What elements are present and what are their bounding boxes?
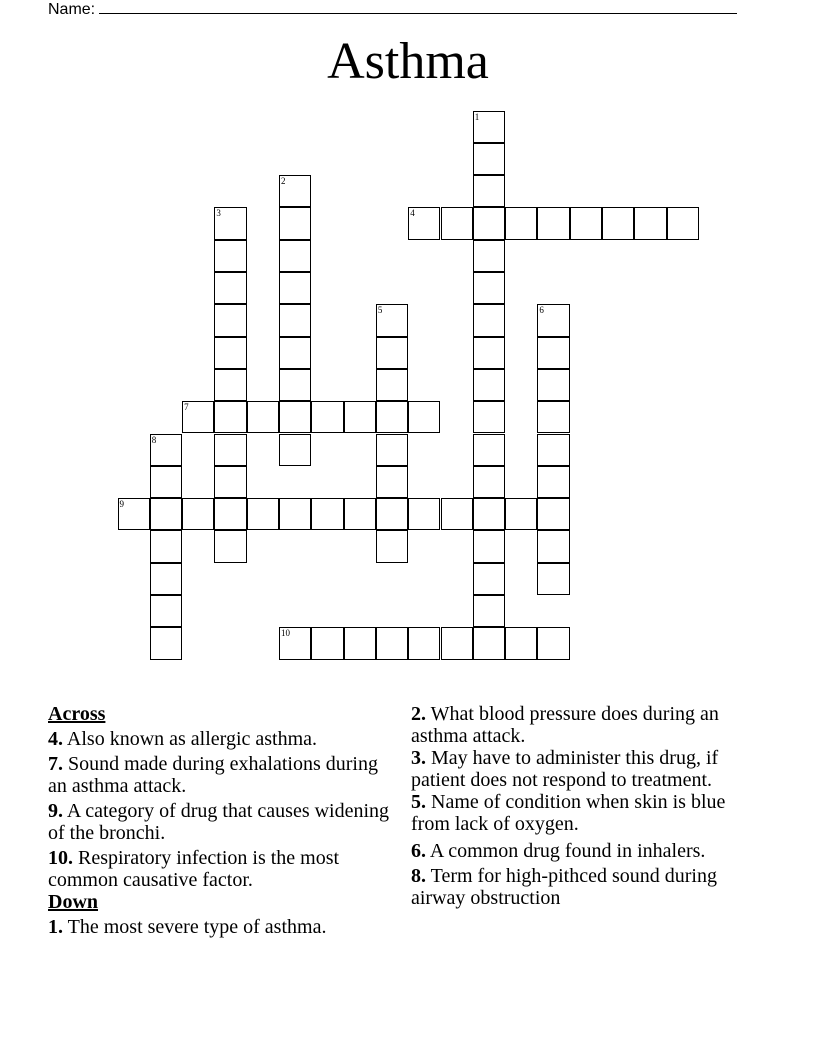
grid-cell[interactable]: [473, 240, 505, 272]
grid-cell[interactable]: [279, 304, 311, 336]
clue-text: A category of drug that causes widening of the bronchi.: [48, 800, 390, 844]
grid-cell[interactable]: [473, 175, 505, 207]
clue-number: 6.: [411, 840, 426, 862]
grid-cell[interactable]: [473, 595, 505, 627]
grid-cell[interactable]: [279, 175, 311, 207]
grid-cell[interactable]: [214, 401, 246, 433]
grid-cell[interactable]: [150, 530, 182, 562]
grid-cell[interactable]: [279, 369, 311, 401]
grid-cell[interactable]: [214, 369, 246, 401]
clue-number: 10.: [48, 847, 73, 869]
grid-cell[interactable]: [473, 530, 505, 562]
grid-cell[interactable]: [279, 207, 311, 239]
clue-text: Respiratory infection is the most common causative factor.: [48, 847, 340, 891]
grid-cell[interactable]: [150, 466, 182, 498]
grid-cell[interactable]: [150, 627, 182, 659]
grid-cell[interactable]: [214, 272, 246, 304]
grid-cell[interactable]: [344, 627, 376, 659]
grid-cell[interactable]: [473, 401, 505, 433]
grid-cell[interactable]: [537, 563, 569, 595]
grid-cell[interactable]: [473, 304, 505, 336]
grid-cell[interactable]: [537, 498, 569, 530]
clue-text: Sound made during exhalations during an asthma attack.: [48, 753, 378, 797]
clue-down-3: [411, 747, 751, 791]
grid-cell[interactable]: [150, 595, 182, 627]
clue-number-label: 9: [119, 499, 124, 510]
grid-cell[interactable]: [247, 498, 279, 530]
grid-cell[interactable]: [344, 498, 376, 530]
grid-cell[interactable]: [441, 207, 473, 239]
grid-cell[interactable]: [376, 530, 408, 562]
grid-cell[interactable]: [473, 272, 505, 304]
clue-down-5: [411, 791, 751, 835]
grid-cell[interactable]: [537, 434, 569, 466]
clue-text: Name of condition when skin is blue from lack of oxygen.: [411, 791, 726, 835]
grid-cell[interactable]: [570, 207, 602, 239]
grid-cell[interactable]: [311, 498, 343, 530]
clue-down-8: [411, 865, 751, 909]
grid-cell[interactable]: [279, 434, 311, 466]
puzzle-title: Asthma: [327, 33, 489, 90]
grid-cell[interactable]: [473, 111, 505, 143]
grid-cell[interactable]: [214, 337, 246, 369]
across-heading: Across: [48, 703, 106, 725]
grid-cell[interactable]: [408, 627, 440, 659]
grid-cell[interactable]: [279, 401, 311, 433]
clue-across-10: [48, 847, 393, 891]
grid-cell[interactable]: [376, 304, 408, 336]
grid-cell[interactable]: [376, 466, 408, 498]
clue-number: 9.: [48, 800, 63, 822]
grid-cell[interactable]: [441, 498, 473, 530]
clue-across-7: [48, 753, 393, 797]
clue-down-6: [411, 840, 751, 862]
grid-cell[interactable]: [279, 337, 311, 369]
grid-cell[interactable]: [537, 337, 569, 369]
grid-cell[interactable]: [376, 337, 408, 369]
clue-number: 8.: [411, 865, 426, 887]
clue-number-label: 8: [151, 434, 157, 445]
grid-cell[interactable]: [505, 627, 537, 659]
grid-cell[interactable]: [214, 498, 246, 530]
grid-cell[interactable]: [376, 434, 408, 466]
grid-cell[interactable]: [118, 498, 150, 530]
clue-number-label: 7: [184, 402, 189, 413]
grid-cell[interactable]: [150, 498, 182, 530]
grid-cell[interactable]: [279, 272, 311, 304]
clue-text: A common drug found in inhalers.: [429, 840, 706, 862]
grid-cell[interactable]: [537, 627, 569, 659]
clue-number: 2.: [411, 703, 426, 725]
grid-cell[interactable]: [537, 401, 569, 433]
grid-cell[interactable]: [473, 498, 505, 530]
clue-text: What blood pressure does during an asthma attack.: [411, 703, 719, 747]
down-heading: Down: [48, 891, 99, 913]
grid-cell[interactable]: [279, 498, 311, 530]
grid-cell[interactable]: [473, 369, 505, 401]
grid-cell[interactable]: [214, 466, 246, 498]
clue-down-1: [48, 916, 393, 938]
grid-cell[interactable]: [376, 498, 408, 530]
grid-cell[interactable]: [537, 207, 569, 239]
grid-cell[interactable]: [473, 434, 505, 466]
clue-number: 5.: [411, 791, 426, 813]
grid-cell[interactable]: [473, 207, 505, 239]
clues-left-column: [48, 703, 393, 941]
grid-cell[interactable]: [537, 369, 569, 401]
grid-cell[interactable]: [214, 530, 246, 562]
grid-cell[interactable]: [505, 498, 537, 530]
grid-cell[interactable]: [247, 401, 279, 433]
clue-text: May have to administer this drug, if patient does not respond to treatment.: [411, 747, 719, 791]
clue-down-2: [411, 703, 751, 747]
grid-cell[interactable]: [408, 498, 440, 530]
grid-cell[interactable]: [473, 627, 505, 659]
grid-cell[interactable]: [214, 304, 246, 336]
grid-cell[interactable]: [473, 563, 505, 595]
clue-number: 7.: [48, 753, 63, 775]
grid-cell[interactable]: [344, 401, 376, 433]
grid-cell[interactable]: [182, 401, 214, 433]
clues-right-column: [411, 703, 751, 912]
clue-across-9: [48, 800, 393, 844]
grid-cell[interactable]: [214, 240, 246, 272]
clue-number-label: 1: [474, 111, 480, 122]
grid-cell[interactable]: [634, 207, 666, 239]
grid-cell[interactable]: [376, 627, 408, 659]
grid-cell[interactable]: [279, 240, 311, 272]
clue-number: 1.: [48, 916, 63, 938]
clue-number-label: 3: [216, 208, 221, 219]
grid-cell[interactable]: [408, 401, 440, 433]
grid-cell[interactable]: [408, 207, 440, 239]
grid-cell[interactable]: [376, 369, 408, 401]
clue-across-4: [48, 728, 393, 750]
grid-cell[interactable]: [602, 207, 634, 239]
grid-cell[interactable]: [311, 401, 343, 433]
clue-text: The most severe type of asthma.: [67, 916, 327, 938]
grid-cell[interactable]: [150, 563, 182, 595]
grid-cell[interactable]: [311, 627, 343, 659]
clue-number-label: 4: [410, 208, 415, 219]
clue-number-label: 6: [539, 305, 544, 316]
clue-number-label: 2: [281, 176, 286, 187]
grid-cell[interactable]: [182, 498, 214, 530]
grid-cell[interactable]: [537, 530, 569, 562]
grid-cell[interactable]: [667, 207, 699, 239]
grid-cell[interactable]: [376, 401, 408, 433]
name-label: Name:: [48, 1, 96, 18]
grid-cell[interactable]: [441, 627, 473, 659]
grid-cell[interactable]: [473, 337, 505, 369]
clue-number: 3.: [411, 747, 426, 769]
clue-number: 4.: [48, 728, 63, 750]
grid-cell[interactable]: [279, 627, 311, 659]
clue-number-label: 5: [377, 305, 383, 316]
clue-number-label: 10: [281, 628, 290, 639]
grid-cell[interactable]: [537, 466, 569, 498]
clue-text: Also known as allergic asthma.: [66, 728, 318, 750]
grid-cell[interactable]: [505, 207, 537, 239]
clue-text: Term for high-pithced sound during airway obstruction: [411, 865, 717, 909]
grid-cell[interactable]: [537, 304, 569, 336]
grid-cell[interactable]: [473, 466, 505, 498]
grid-cell[interactable]: [214, 434, 246, 466]
grid-cell[interactable]: [214, 207, 246, 239]
grid-cell[interactable]: [473, 143, 505, 175]
grid-cell[interactable]: [150, 434, 182, 466]
